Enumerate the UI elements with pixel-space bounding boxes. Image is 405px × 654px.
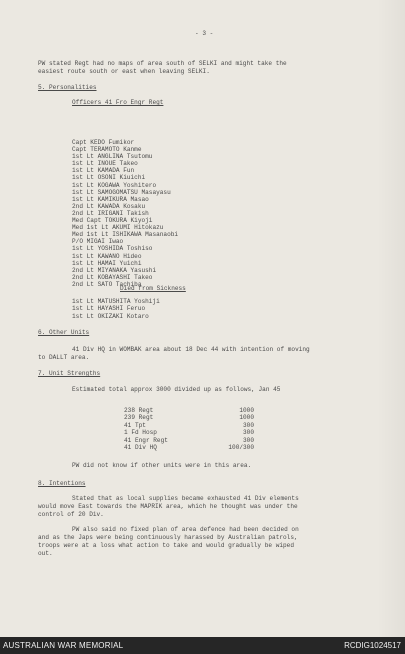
section-8-para-1-line-2: would move East towards the MAPRIK area, which he thought was under the — [38, 503, 298, 510]
intro-line-1: PW stated Regt had no maps of area south of SELKI and might take the — [38, 60, 287, 67]
unit-strength-value: 1000 — [239, 407, 254, 414]
officer-list-item: 1st Lt HAMAI Yuichi — [72, 259, 142, 267]
section-8-para-2-line-2: and as the Japs were being continuously harassed by Australian patrols, — [38, 534, 298, 541]
section-7-intro: Estimated total approx 3000 divided up as follows, Jan 45 — [72, 386, 281, 393]
section-7-heading: 7. Unit Strengths — [38, 370, 101, 377]
section-8-para-1-line-3: control of 20 Div. — [38, 511, 104, 518]
unit-strength-row — [124, 407, 254, 414]
officer-list-item: 1st Lt OSONI Kiuichi — [72, 174, 146, 182]
unit-strength-row — [124, 429, 254, 436]
officers-list — [72, 139, 178, 288]
unit-name: 238 Regt — [124, 407, 154, 414]
section-8-para-1-line-1: Stated that as local supplies became exhausted 41 Div elements — [72, 495, 299, 502]
section-6-line-2: to DALLT area. — [38, 354, 90, 361]
section-8-heading: 8. Intentions — [38, 480, 86, 487]
officer-list-item: 1st Lt KAMIKURA Masao — [72, 195, 149, 203]
section-7-note: PW did not know if other units were in this area. — [72, 462, 252, 469]
section-8-para-2-line-3: troops were at a loss what action to take and would gradually be wiped — [38, 542, 294, 549]
died-list-item: 1st Lt HAYASHI Feruo — [72, 305, 146, 313]
page-edge-shadow — [377, 0, 405, 637]
died-list-item: 1st Lt OKIZAKI Kotaro — [72, 312, 149, 320]
unit-name: 41 Div HQ — [124, 443, 157, 451]
officer-list-item: 1st Lt INOUE Takeo — [72, 160, 138, 168]
officer-list-item: P/O MIGAI Iwao — [72, 238, 124, 246]
died-list — [72, 298, 160, 320]
section-5-heading: 5. Personalities — [38, 84, 97, 91]
officer-list-item: Med 1st Lt ISHIKAWA Masanaobi — [72, 231, 179, 239]
officer-list-item: Capt TERAMOTO Kanme — [72, 146, 142, 154]
officer-list-item: 1st Lt ANGLINA Tsutomu — [72, 153, 153, 161]
officers-heading: Officers 41 Fro Engr Regt — [72, 99, 164, 106]
section-6-heading: 6. Other Units — [38, 329, 90, 336]
officer-list-item: 1st Lt KOGAWA Yoshitero — [72, 181, 157, 189]
intro-line-2: easiest route south or east when leaving SELKI. — [38, 68, 210, 75]
unit-strength-row — [124, 414, 254, 421]
died-list-item: 1st Lt MATUSHITA Yoshiji — [72, 298, 160, 305]
archive-footer-bar — [0, 637, 405, 654]
died-from-sickness-heading: Died from Sickness — [120, 285, 186, 292]
unit-strength-row — [124, 437, 254, 444]
unit-strength-value: 300 — [243, 429, 254, 437]
unit-strength-table — [124, 407, 254, 451]
officer-list-item: 1st Lt KAMADA Fun — [72, 167, 135, 175]
officer-list-item: 1st Lt YOSHIDA Toshiso — [72, 245, 153, 253]
unit-name: 41 Tpt — [124, 421, 146, 429]
officer-list-item: Capt KEDO Fumikor — [72, 139, 135, 146]
officer-list-item: 2nd Lt KOBAYASHI Takeo — [72, 273, 153, 281]
officer-list-item: 1st Lt KAWANO Hideo — [72, 252, 142, 260]
unit-strength-row — [124, 422, 254, 429]
section-8-para-2-line-4: out. — [38, 550, 53, 557]
officer-list-item: 2nd Lt SATO Tachiba — [72, 280, 142, 288]
section-6-line-1: 41 Div HQ in WOMBAK area about 18 Dec 44 with intention of moving — [72, 346, 310, 353]
officer-list-item: 2nd Lt IRIGANI Takish — [72, 209, 149, 217]
unit-strength-value: 1000 — [239, 414, 254, 422]
unit-strength-row — [124, 444, 254, 451]
page-number: - 3 - — [195, 30, 214, 37]
officer-list-item: 2nd Lt MIYANAKA Yasushi — [72, 266, 157, 274]
officer-list-item: Med Capt TOKURA Kiyoji — [72, 217, 153, 225]
officer-list-item: 1st Lt SAMOGOMATSU Masayasu — [72, 188, 171, 196]
unit-strength-value: 300 — [243, 421, 254, 429]
unit-name: 1 Fd Hosp — [124, 429, 157, 437]
archive-name: AUSTRALIAN WAR MEMORIAL — [3, 641, 124, 650]
record-id: RCDIG1024517 — [344, 641, 401, 650]
unit-name: 239 Regt — [124, 414, 154, 422]
unit-strength-value: 300 — [243, 436, 254, 444]
unit-name: 41 Engr Regt — [124, 436, 168, 444]
officer-list-item: 2nd Lt KAWADA Kosaku — [72, 202, 146, 210]
officer-list-item: Med 1st Lt AKUMI Hitokazu — [72, 224, 164, 232]
section-8-para-2-line-1: PW also said no fixed plan of area defence had been decided on — [72, 526, 299, 533]
unit-strength-value: 100/300 — [228, 443, 254, 451]
